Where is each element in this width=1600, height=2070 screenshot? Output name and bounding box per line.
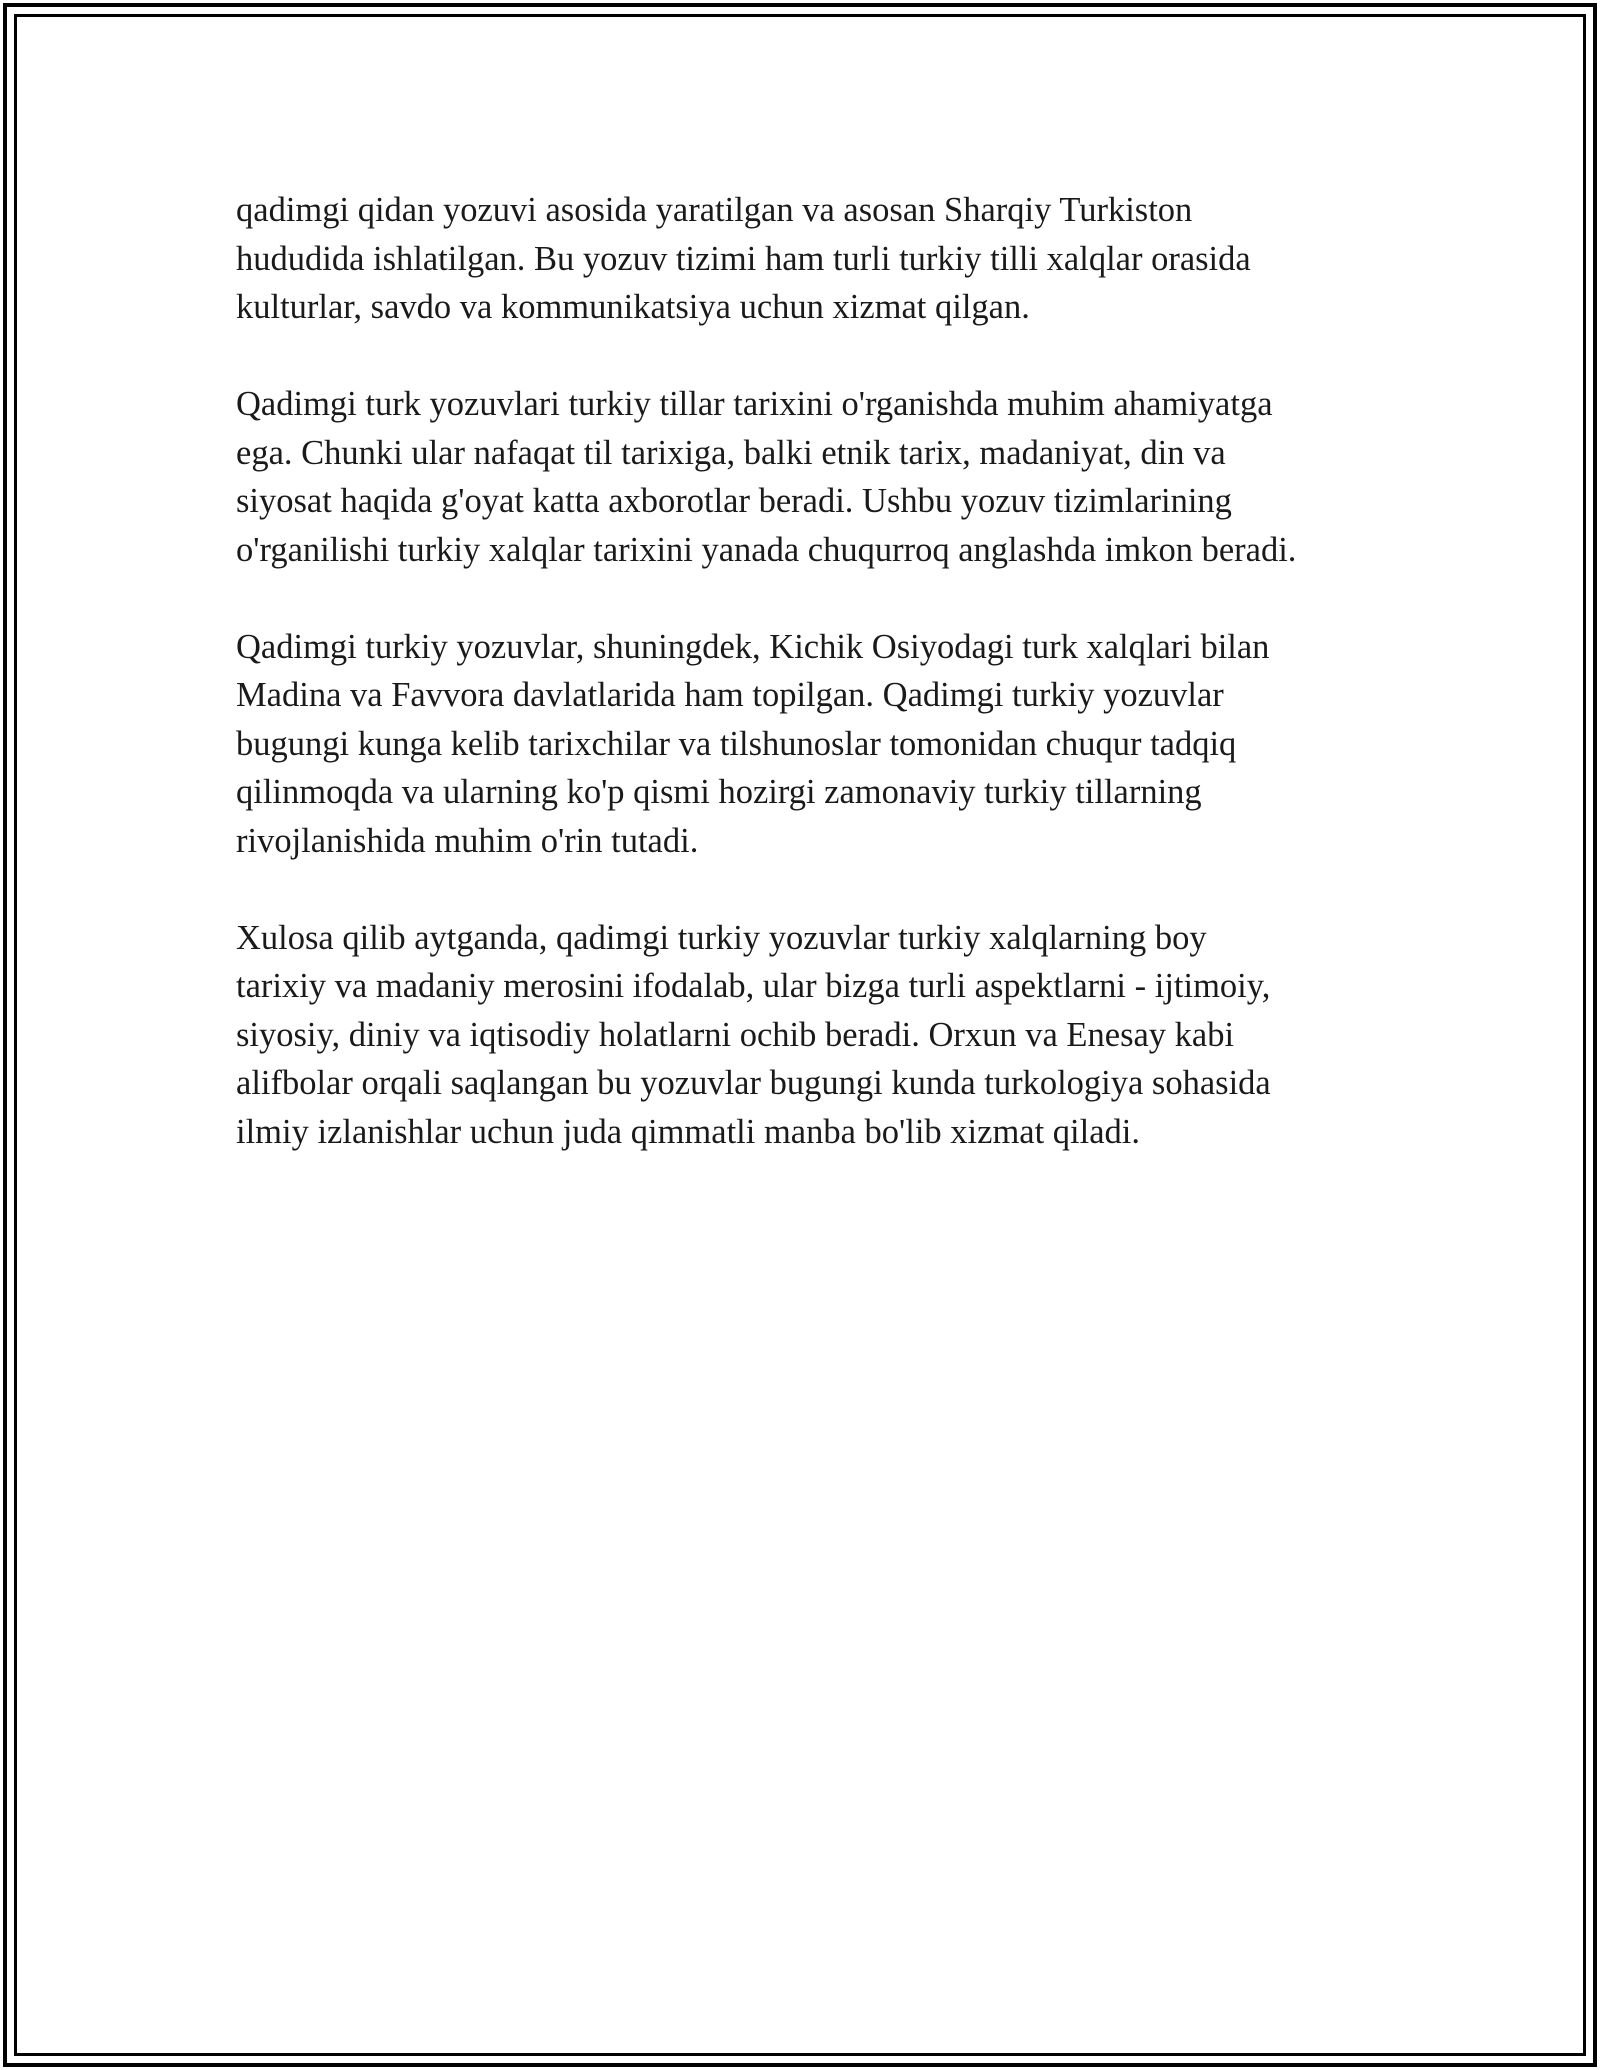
text-line: rivojlanishida muhim o'rin tutadi. bbox=[236, 821, 699, 860]
paragraph-1 bbox=[236, 186, 1376, 332]
text-line: siyosiy, diniy va iqtisodiy holatlarni ochib beradi. Orxun va Enesay kabi bbox=[236, 1015, 1235, 1054]
text-line: alifbolar orqali saqlangan bu yozuvlar bugungi kunda turkologiya sohasida bbox=[236, 1064, 1271, 1102]
text-line: Madina va Favvora davlatlarida ham topilgan. Qadimgi turkiy yozuvlar bbox=[236, 676, 1224, 714]
text-line: siyosat haqida g'oyat katta axborotlar beradi. Ushbu yozuv tizimlarining bbox=[236, 482, 1232, 520]
text-line: ega. Chunki ular nafaqat til tarixiga, balki etnik tarix, madaniyat, din va bbox=[236, 433, 1226, 472]
text-line: hududida ishlatilgan. Bu yozuv tizimi ham turli turkiy tilli xalqlar orasida bbox=[236, 239, 1251, 278]
text-line: Qadimgi turkiy yozuvlar, shuningdek, Kichik Osiyodagi turk xalqlari bilan bbox=[236, 627, 1270, 666]
text-line: o'rganilishi turkiy xalqlar tarixini yanada chuqurroq anglashda imkon beradi. bbox=[236, 530, 1297, 569]
paragraph-3 bbox=[236, 623, 1376, 866]
text-line: Qadimgi turk yozuvlari turkiy tillar tarixini o'rganishda muhim ahamiyatga bbox=[236, 385, 1273, 423]
document-body bbox=[236, 186, 1376, 1205]
text-line: ilmiy izlanishlar uchun juda qimmatli manba bo'lib xizmat qiladi. bbox=[236, 1112, 1140, 1151]
text-line: kulturlar, savdo va kommunikatsiya uchun xizmat qilgan. bbox=[236, 288, 1030, 326]
text-line: qilinmoqda va ularning ko'p qismi hozirgi zamonaviy turkiy tillarning bbox=[236, 773, 1202, 811]
text-line: tarixiy va madaniy merosini ifodalab, ular bizga turli aspektlarni - ijtimoiy, bbox=[236, 967, 1271, 1005]
text-line: Xulosa qilib aytganda, qadimgi turkiy yozuvlar turkiy xalqlarning boy bbox=[236, 918, 1207, 957]
paragraph-2 bbox=[236, 380, 1376, 574]
text-line: qadimgi qidan yozuvi asosida yaratilgan va asosan Sharqiy Turkiston bbox=[236, 191, 1193, 229]
paragraph-4 bbox=[236, 914, 1376, 1157]
text-line: bugungi kunga kelib tarixchilar va tilshunoslar tomonidan chuqur tadqiq bbox=[236, 724, 1237, 763]
